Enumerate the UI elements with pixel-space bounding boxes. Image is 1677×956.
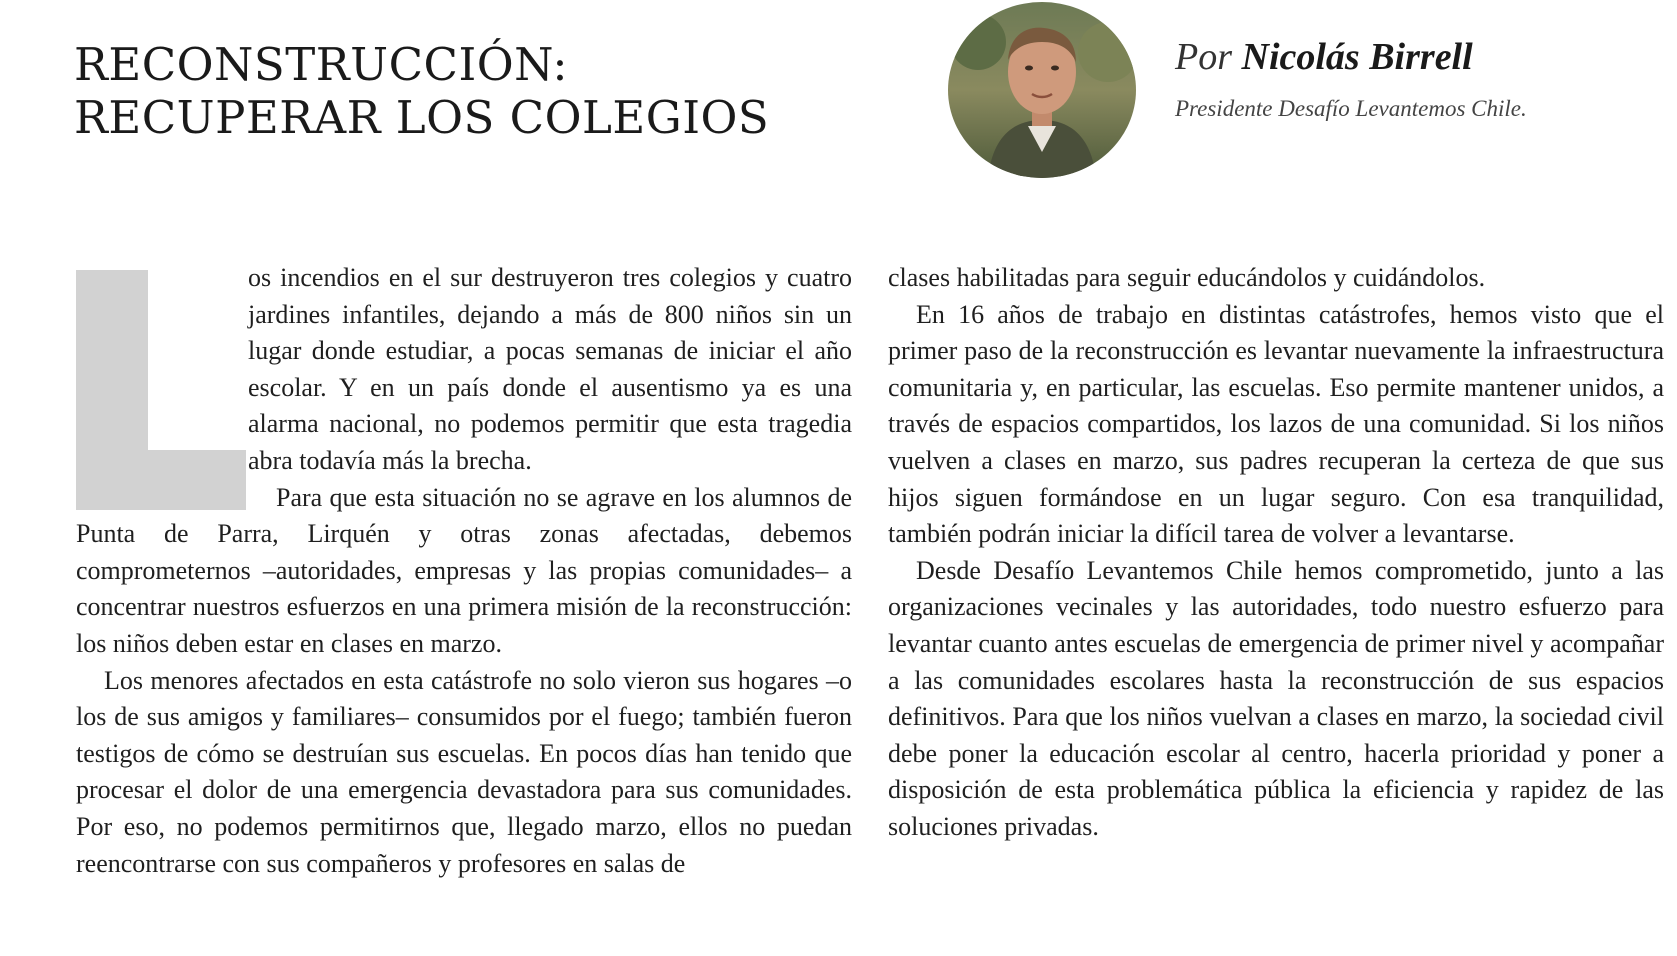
byline-prefix: Por: [1175, 36, 1232, 78]
byline: [1175, 34, 1473, 80]
title-line-1: RECONSTRUCCIÓN:: [74, 38, 569, 91]
paragraph: os incendios en el sur destruyeron tres colegios y cuatro jardines infantiles, dejando a más de 800 niños sin un lugar donde estudiar, a pocas semanas de iniciar el año escolar. Y en un país donde el ausentismo ya es una alarma nacional, no podemos permitir que esta tragedia abra todavía más la brecha.: [248, 263, 852, 475]
article-title: [74, 38, 769, 144]
paragraph: clases habilitadas para seguir educándolos y cuidándolos.: [888, 263, 1486, 292]
article-column-left: [76, 260, 852, 882]
author-role: Presidente Desafío Levantemos Chile.: [1175, 96, 1527, 121]
paragraph: Para que esta situación no se agrave en los alumnos de Punta de Parra, Lirquén y otras zonas afectadas, debemos comprometernos –autoridades, empresas y las propias comunidades– a concentrar nuestros esfuerzos en una primera misión de la reconstrucción: los niños deben estar en clases en marzo.: [76, 482, 852, 658]
paragraph: En 16 años de trabajo en distintas catástrofes, hemos visto que el primer paso de la reconstrucción es levantar nuevamente la infraestructura comunitaria y, en particular, las escuelas. Eso permite mantener unidos, a través de espacios compartidos, los lazos de una comunidad. Si los niños vuelven a clases en marzo, sus padres recuperan la certeza de que sus hijos siguen formándose en un lugar seguro. Con esa tranquilidad, también podrán iniciar la difícil tarea de volver a levantarse.: [888, 299, 1664, 549]
paragraph: Desde Desafío Levantemos Chile hemos comprometido, junto a las organizaciones vecinales y las autoridades, todo nuestro esfuerzo para levantar cuanto antes escuelas de emergencia de primer nivel y acompañar a las comunidades escolares hasta la reconstrucción de sus espacios definitivos. Para que los niños vuelvan a clases en marzo, la sociedad civil debe poner la educación escolar al centro, hacerla prioridad y poner a disposición de esta problemática pública la eficiencia y rapidez de las soluciones privadas.: [888, 555, 1664, 841]
paragraph: Los menores afectados en esta catástrofe no solo vieron sus hogares –o los de sus amigos y familiares– consumidos por el fuego; también fueron testigos de cómo se destruían sus escuelas. En pocos días han tenido que procesar el dolor de una emergencia devastadora para sus comunidades. Por eso, no podemos permitirnos que, llegado marzo, ellos no puedan reencontrarse con sus compañeros y profesores en salas de: [76, 665, 852, 878]
article-column-right: [888, 260, 1664, 846]
title-line-2: RECUPERAR LOS COLEGIOS: [74, 91, 770, 144]
author-photo: [948, 2, 1136, 178]
author-name: Nicolás Birrell: [1241, 36, 1473, 78]
